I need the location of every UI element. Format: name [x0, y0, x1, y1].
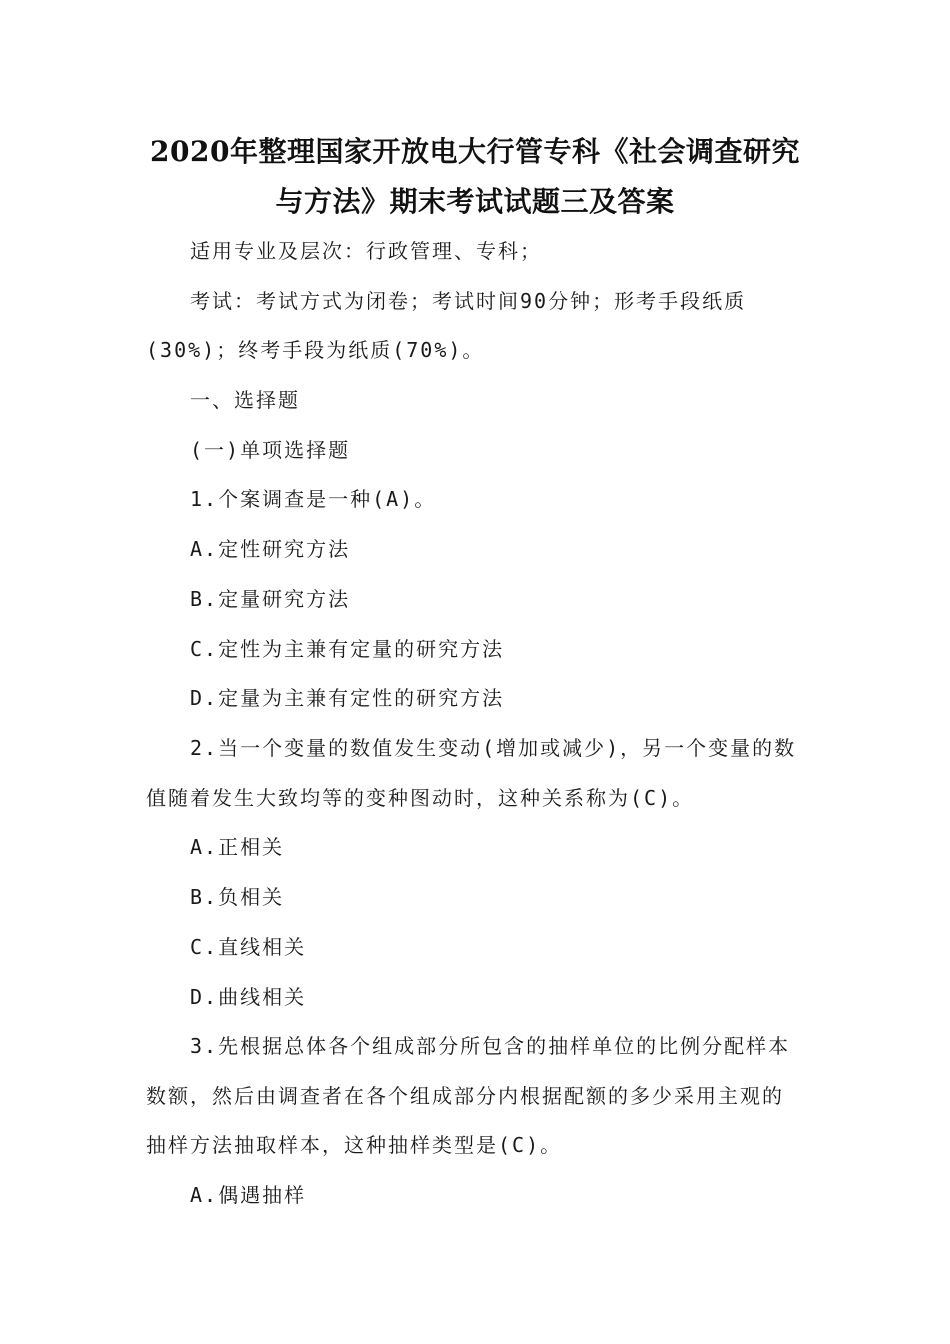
section-heading: 一、选择题	[190, 388, 300, 412]
document-title-line-2: 与方法》期末考试试题三及答案	[275, 185, 675, 218]
question-3-option-a: A.偶遇抽样	[190, 1183, 307, 1207]
question-2-option-b: B.负相关	[190, 885, 285, 909]
question-3-stem-line-3: 抽样方法抽取样本，这种抽样类型是(C)。	[146, 1133, 563, 1157]
section-subheading: (一)单项选择题	[190, 438, 351, 462]
question-2-option-d: D.曲线相关	[190, 985, 307, 1009]
question-3-stem-line-1: 3.先根据总体各个组成部分所包含的抽样单位的比例分配样本	[190, 1034, 791, 1058]
applicable-level-text: 适用专业及层次：行政管理、专科；	[190, 239, 542, 263]
question-1-option-c: C.定性为主兼有定量的研究方法	[190, 637, 505, 661]
question-1-option-d: D.定量为主兼有定性的研究方法	[190, 686, 505, 710]
exam-info-line-1: 考试：考试方式为闭卷；考试时间90分钟；形考手段纸质	[190, 289, 747, 313]
question-1-option-a: A.定性研究方法	[190, 537, 351, 561]
question-2-stem-line-1: 2.当一个变量的数值发生变动(增加或减少)，另一个变量的数	[190, 736, 797, 760]
question-2-option-a: A.正相关	[190, 835, 285, 859]
question-3-stem-line-2: 数额，然后由调查者在各个组成部分内根据配额的多少采用主观的	[146, 1084, 784, 1108]
question-1-stem: 1.个案调查是一种(A)。	[190, 487, 437, 511]
question-1-option-b: B.定量研究方法	[190, 587, 351, 611]
exam-info-line-2: (30%)；终考手段为纸质(70%)。	[146, 338, 485, 362]
question-2-stem-line-2: 值随着发生大致均等的变种图动时，这种关系称为(C)。	[146, 786, 695, 810]
document-title-line-1: 2020年整理国家开放电大行管专科《社会调查研究	[150, 135, 800, 168]
question-2-option-c: C.直线相关	[190, 935, 307, 959]
